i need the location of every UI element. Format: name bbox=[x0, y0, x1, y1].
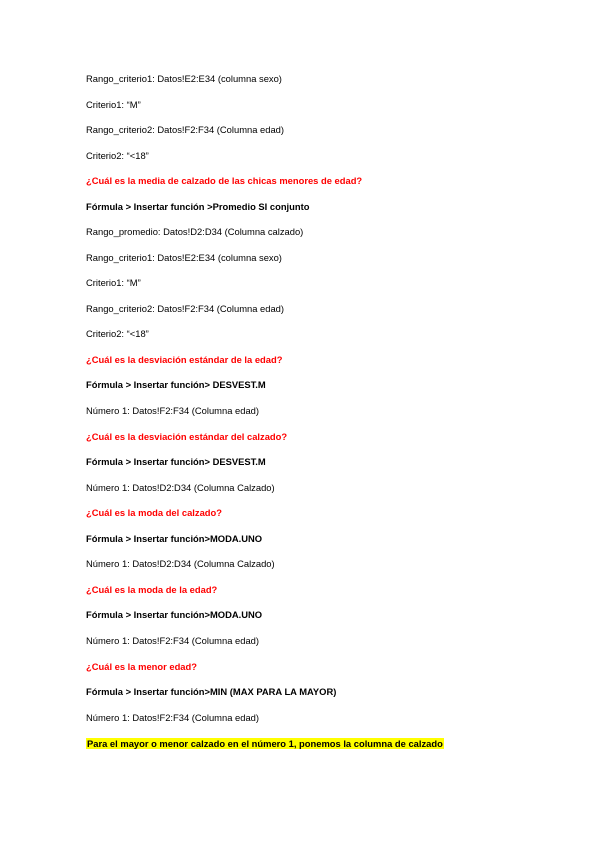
document-line bbox=[86, 482, 275, 494]
highlighted-note bbox=[86, 738, 444, 750]
line-text: Fórmula > Insertar función >Promedio SI conjunto bbox=[86, 201, 310, 212]
formula-path bbox=[86, 533, 262, 545]
line-text: ¿Cuál es la media de calzado de las chicas menores de edad? bbox=[86, 175, 363, 186]
document-line bbox=[86, 73, 282, 85]
line-text: ¿Cuál es la desviación estándar del calzado? bbox=[86, 431, 288, 442]
line-text: Número 1: Datos!F2:F34 (Columna edad) bbox=[86, 635, 259, 646]
document-line bbox=[86, 124, 284, 136]
highlighted-text: Para el mayor o menor calzado en el número 1, ponemos la columna de calzado bbox=[87, 738, 443, 749]
document-line bbox=[86, 226, 303, 238]
line-text: Rango_promedio: Datos!D2:D34 (Columna calzado) bbox=[86, 226, 304, 237]
line-text: Fórmula > Insertar función>MODA.UNO bbox=[86, 533, 263, 544]
line-text: Fórmula > Insertar función>MIN (MAX PARA LA MAYOR) bbox=[86, 686, 337, 697]
line-text: Criterio1: “M” bbox=[86, 99, 141, 110]
question-heading bbox=[86, 354, 282, 366]
line-text: ¿Cuál es la menor edad? bbox=[86, 661, 197, 672]
formula-path bbox=[86, 201, 309, 213]
formula-path bbox=[86, 379, 266, 391]
document-line bbox=[86, 277, 141, 289]
formula-path bbox=[86, 686, 336, 698]
question-heading bbox=[86, 431, 287, 443]
line-text: Fórmula > Insertar función> DESVEST.M bbox=[86, 456, 266, 467]
line-text: Rango_criterio1: Datos!E2:E34 (columna sexo) bbox=[86, 73, 282, 84]
line-text: Número 1: Datos!F2:F34 (Columna edad) bbox=[86, 405, 259, 416]
question-heading bbox=[86, 584, 217, 596]
document-line bbox=[86, 712, 259, 724]
document-line bbox=[86, 328, 149, 340]
question-heading bbox=[86, 507, 222, 519]
line-text: Número 1: Datos!D2:D34 (Columna Calzado) bbox=[86, 558, 275, 569]
document-line bbox=[86, 252, 282, 264]
question-heading bbox=[86, 661, 197, 673]
line-text: Criterio2: “<18” bbox=[86, 328, 149, 339]
line-text: Fórmula > Insertar función>MODA.UNO bbox=[86, 609, 263, 620]
document-line bbox=[86, 635, 259, 647]
line-text: ¿Cuál es la moda de la edad? bbox=[86, 584, 218, 595]
document-line bbox=[86, 558, 275, 570]
document-line bbox=[86, 303, 284, 315]
line-text: ¿Cuál es la desviación estándar de la edad? bbox=[86, 354, 283, 365]
line-text: Fórmula > Insertar función> DESVEST.M bbox=[86, 379, 266, 390]
document-line bbox=[86, 99, 141, 111]
line-text: Número 1: Datos!D2:D34 (Columna Calzado) bbox=[86, 482, 275, 493]
line-text: Rango_criterio2: Datos!F2:F34 (Columna edad) bbox=[86, 124, 285, 135]
line-text: Número 1: Datos!F2:F34 (Columna edad) bbox=[86, 712, 259, 723]
line-text: Rango_criterio2: Datos!F2:F34 (Columna edad) bbox=[86, 303, 285, 314]
formula-path bbox=[86, 456, 266, 468]
line-text: Rango_criterio1: Datos!E2:E34 (columna sexo) bbox=[86, 252, 282, 263]
document-line bbox=[86, 150, 149, 162]
formula-path bbox=[86, 609, 262, 621]
line-text: Criterio2: “<18” bbox=[86, 150, 149, 161]
question-heading bbox=[86, 175, 362, 187]
line-text: ¿Cuál es la moda del calzado? bbox=[86, 507, 222, 518]
document-line bbox=[86, 405, 259, 417]
line-text: Criterio1: “M” bbox=[86, 277, 141, 288]
